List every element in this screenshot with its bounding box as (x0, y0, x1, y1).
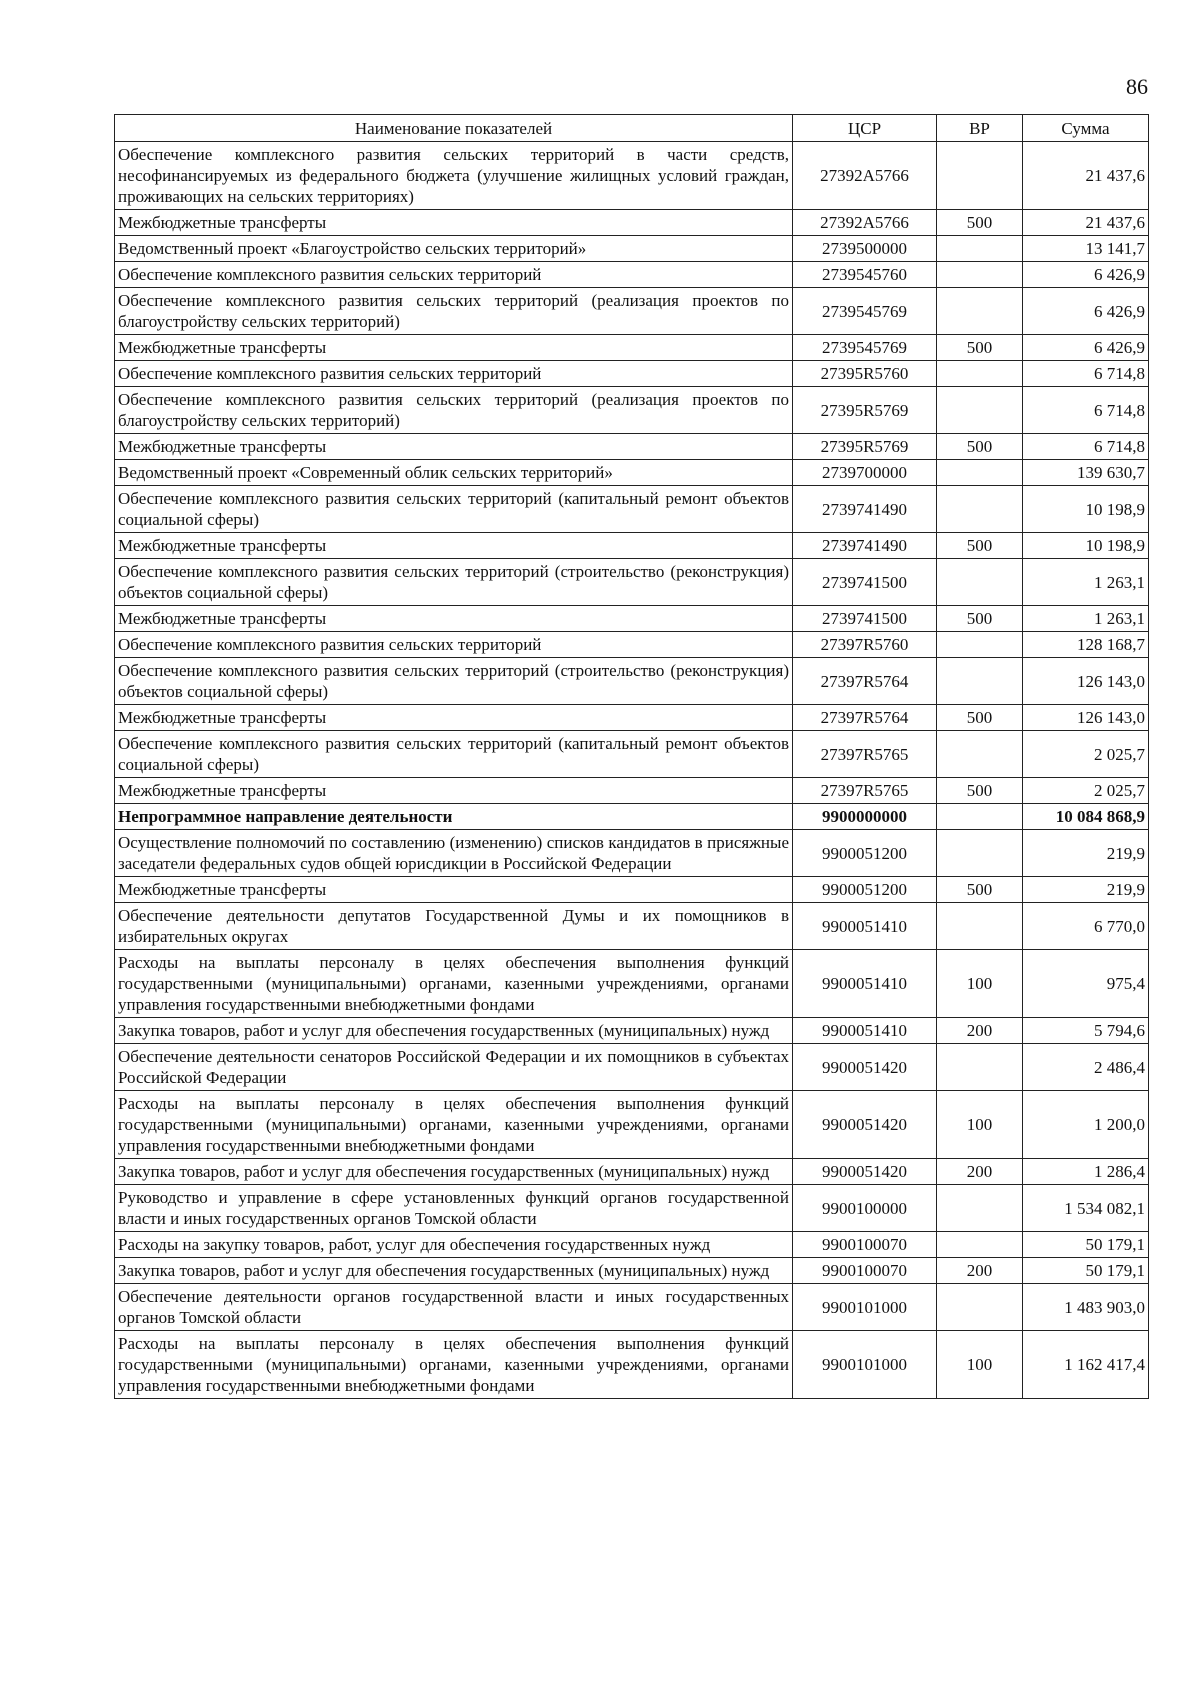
cell-name: Обеспечение деятельности депутатов Государственной Думы и их помощников в избирательных округах (115, 903, 793, 950)
cell-name: Обеспечение комплексного развития сельских территорий (реализация проектов по благоустройству сельских территорий) (115, 387, 793, 434)
cell-vr (937, 903, 1023, 950)
cell-vr (937, 731, 1023, 778)
cell-vr: 100 (937, 1331, 1023, 1399)
cell-name: Расходы на выплаты персоналу в целях обеспечения выполнения функций государственными (муниципальными) органами, казенными учреждениями, органами управления государственными внебюджетными фондами (115, 950, 793, 1018)
table-row (115, 434, 1149, 460)
cell-vr (937, 486, 1023, 533)
cell-csr: 27397R5764 (793, 705, 937, 731)
table-row (115, 804, 1149, 830)
cell-sum: 1 263,1 (1023, 606, 1149, 632)
cell-csr: 9900051200 (793, 877, 937, 903)
cell-name: Расходы на выплаты персоналу в целях обеспечения выполнения функций государственными (муниципальными) органами, казенными учреждениями, органами управления государственными внебюджетными фондами (115, 1091, 793, 1159)
table-row (115, 533, 1149, 559)
cell-vr: 100 (937, 950, 1023, 1018)
cell-name: Ведомственный проект «Благоустройство сельских территорий» (115, 236, 793, 262)
cell-csr: 9900100070 (793, 1258, 937, 1284)
cell-vr (937, 632, 1023, 658)
table-row (115, 210, 1149, 236)
cell-vr: 200 (937, 1159, 1023, 1185)
cell-vr (937, 1044, 1023, 1091)
cell-sum: 21 437,6 (1023, 142, 1149, 210)
header-sum: Сумма (1023, 115, 1149, 142)
cell-sum: 6 714,8 (1023, 387, 1149, 434)
cell-csr: 2739741500 (793, 559, 937, 606)
cell-vr: 500 (937, 210, 1023, 236)
cell-csr: 2739741490 (793, 533, 937, 559)
cell-vr (937, 1232, 1023, 1258)
cell-csr: 9900000000 (793, 804, 937, 830)
cell-vr: 500 (937, 533, 1023, 559)
cell-name: Межбюджетные трансферты (115, 705, 793, 731)
cell-name: Осуществление полномочий по составлению (изменению) списков кандидатов в присяжные заседатели федеральных судов общей юрисдикции в Российской Федерации (115, 830, 793, 877)
cell-sum: 126 143,0 (1023, 658, 1149, 705)
cell-csr: 9900051410 (793, 950, 937, 1018)
cell-csr: 27397R5760 (793, 632, 937, 658)
cell-name: Межбюджетные трансферты (115, 778, 793, 804)
cell-csr: 9900051200 (793, 830, 937, 877)
table-row (115, 486, 1149, 533)
cell-csr: 27397R5765 (793, 778, 937, 804)
table-row (115, 778, 1149, 804)
table-row (115, 731, 1149, 778)
cell-vr (937, 559, 1023, 606)
cell-name: Межбюджетные трансферты (115, 335, 793, 361)
table-row (115, 903, 1149, 950)
table-row (115, 1258, 1149, 1284)
cell-name: Межбюджетные трансферты (115, 877, 793, 903)
cell-name: Обеспечение комплексного развития сельских территорий в части средств, несофинансируемых из федерального бюджета (улучшение жилищных условий граждан, проживающих на сельских территориях) (115, 142, 793, 210)
cell-sum: 1 162 417,4 (1023, 1331, 1149, 1399)
cell-vr (937, 361, 1023, 387)
cell-name: Обеспечение комплексного развития сельских территорий (капитальный ремонт объектов социальной сферы) (115, 486, 793, 533)
cell-csr: 27395R5769 (793, 387, 937, 434)
cell-name: Обеспечение комплексного развития сельских территорий (115, 361, 793, 387)
table-row (115, 460, 1149, 486)
cell-sum: 50 179,1 (1023, 1232, 1149, 1258)
cell-csr: 27397R5765 (793, 731, 937, 778)
cell-name: Расходы на выплаты персоналу в целях обеспечения выполнения функций государственными (муниципальными) органами, казенными учреждениями, органами управления государственными внебюджетными фондами (115, 1331, 793, 1399)
table-row (115, 830, 1149, 877)
cell-csr: 27392А5766 (793, 142, 937, 210)
cell-name: Ведомственный проект «Современный облик сельских территорий» (115, 460, 793, 486)
cell-sum: 975,4 (1023, 950, 1149, 1018)
budget-table (114, 114, 1149, 1399)
cell-name: Закупка товаров, работ и услуг для обеспечения государственных (муниципальных) нужд (115, 1258, 793, 1284)
cell-csr: 2739700000 (793, 460, 937, 486)
table-row (115, 877, 1149, 903)
cell-sum: 1 534 082,1 (1023, 1185, 1149, 1232)
cell-sum: 1 483 903,0 (1023, 1284, 1149, 1331)
cell-vr (937, 142, 1023, 210)
cell-name: Обеспечение деятельности органов государственной власти и иных государственных органов Томской области (115, 1284, 793, 1331)
cell-vr (937, 804, 1023, 830)
cell-sum: 13 141,7 (1023, 236, 1149, 262)
cell-sum: 2 025,7 (1023, 778, 1149, 804)
cell-vr (937, 658, 1023, 705)
cell-vr: 500 (937, 778, 1023, 804)
cell-sum: 21 437,6 (1023, 210, 1149, 236)
cell-csr: 9900101000 (793, 1284, 937, 1331)
cell-name: Обеспечение комплексного развития сельских территорий (115, 262, 793, 288)
cell-name: Обеспечение комплексного развития сельских территорий (капитальный ремонт объектов социальной сферы) (115, 731, 793, 778)
cell-vr (937, 1284, 1023, 1331)
cell-sum: 139 630,7 (1023, 460, 1149, 486)
cell-name: Обеспечение комплексного развития сельских территорий (строительство (реконструкция) объектов социальной сферы) (115, 658, 793, 705)
cell-name: Обеспечение комплексного развития сельских территорий (строительство (реконструкция) объектов социальной сферы) (115, 559, 793, 606)
cell-vr: 500 (937, 335, 1023, 361)
cell-sum: 219,9 (1023, 830, 1149, 877)
cell-name: Обеспечение деятельности сенаторов Российской Федерации и их помощников в субъектах Российской Федерации (115, 1044, 793, 1091)
cell-csr: 9900101000 (793, 1331, 937, 1399)
cell-name: Обеспечение комплексного развития сельских территорий (115, 632, 793, 658)
cell-csr: 9900051410 (793, 1018, 937, 1044)
cell-sum: 50 179,1 (1023, 1258, 1149, 1284)
cell-name: Межбюджетные трансферты (115, 210, 793, 236)
cell-name: Закупка товаров, работ и услуг для обеспечения государственных (муниципальных) нужд (115, 1159, 793, 1185)
table-row (115, 361, 1149, 387)
table-row (115, 335, 1149, 361)
cell-sum: 1 200,0 (1023, 1091, 1149, 1159)
table-row (115, 559, 1149, 606)
cell-sum: 6 426,9 (1023, 288, 1149, 335)
cell-csr: 9900100070 (793, 1232, 937, 1258)
table-row (115, 262, 1149, 288)
cell-csr: 9900051420 (793, 1159, 937, 1185)
cell-csr: 27395R5769 (793, 434, 937, 460)
table-row (115, 1018, 1149, 1044)
cell-name: Непрограммное направление деятельности (115, 804, 793, 830)
cell-sum: 128 168,7 (1023, 632, 1149, 658)
cell-sum: 1 263,1 (1023, 559, 1149, 606)
cell-csr: 2739500000 (793, 236, 937, 262)
table-row (115, 1232, 1149, 1258)
table-row (115, 1331, 1149, 1399)
cell-csr: 9900100000 (793, 1185, 937, 1232)
table-row (115, 606, 1149, 632)
cell-csr: 27395R5760 (793, 361, 937, 387)
header-row (115, 115, 1149, 142)
cell-name: Межбюджетные трансферты (115, 533, 793, 559)
table-row (115, 1159, 1149, 1185)
cell-vr (937, 262, 1023, 288)
cell-name: Расходы на закупку товаров, работ, услуг для обеспечения государственных нужд (115, 1232, 793, 1258)
cell-vr (937, 288, 1023, 335)
table-row (115, 1185, 1149, 1232)
table-row (115, 658, 1149, 705)
page-number: 86 (1126, 74, 1148, 99)
table-body (115, 142, 1149, 1399)
cell-name: Межбюджетные трансферты (115, 434, 793, 460)
cell-vr (937, 1185, 1023, 1232)
cell-sum: 10 084 868,9 (1023, 804, 1149, 830)
cell-csr: 2739545769 (793, 288, 937, 335)
cell-sum: 6 770,0 (1023, 903, 1149, 950)
table-row (115, 632, 1149, 658)
cell-name: Закупка товаров, работ и услуг для обеспечения государственных (муниципальных) нужд (115, 1018, 793, 1044)
cell-csr: 27392А5766 (793, 210, 937, 236)
cell-sum: 10 198,9 (1023, 533, 1149, 559)
cell-vr (937, 387, 1023, 434)
table-header (115, 115, 1149, 142)
cell-vr: 200 (937, 1258, 1023, 1284)
cell-sum: 10 198,9 (1023, 486, 1149, 533)
cell-vr: 500 (937, 877, 1023, 903)
table-row (115, 1091, 1149, 1159)
cell-csr: 27397R5764 (793, 658, 937, 705)
cell-csr: 2739545760 (793, 262, 937, 288)
cell-csr: 2739741490 (793, 486, 937, 533)
cell-vr (937, 460, 1023, 486)
table-row (115, 236, 1149, 262)
table-row (115, 950, 1149, 1018)
cell-sum: 5 794,6 (1023, 1018, 1149, 1044)
cell-sum: 6 426,9 (1023, 335, 1149, 361)
cell-vr: 500 (937, 705, 1023, 731)
cell-sum: 6 426,9 (1023, 262, 1149, 288)
cell-sum: 219,9 (1023, 877, 1149, 903)
cell-csr: 9900051420 (793, 1044, 937, 1091)
cell-sum: 1 286,4 (1023, 1159, 1149, 1185)
cell-name: Межбюджетные трансферты (115, 606, 793, 632)
cell-vr: 500 (937, 606, 1023, 632)
cell-csr: 2739545769 (793, 335, 937, 361)
table-row (115, 705, 1149, 731)
cell-sum: 2 025,7 (1023, 731, 1149, 778)
table-row (115, 387, 1149, 434)
header-name: Наименование показателей (115, 115, 793, 142)
cell-csr: 2739741500 (793, 606, 937, 632)
cell-csr: 9900051410 (793, 903, 937, 950)
header-vr: ВР (937, 115, 1023, 142)
cell-vr (937, 236, 1023, 262)
cell-csr: 9900051420 (793, 1091, 937, 1159)
table-row (115, 1284, 1149, 1331)
table-row (115, 142, 1149, 210)
table-row (115, 288, 1149, 335)
header-csr: ЦСР (793, 115, 937, 142)
cell-vr: 500 (937, 434, 1023, 460)
cell-sum: 6 714,8 (1023, 361, 1149, 387)
cell-sum: 126 143,0 (1023, 705, 1149, 731)
cell-name: Руководство и управление в сфере установленных функций органов государственной власти и иных государственных органов Томской области (115, 1185, 793, 1232)
cell-vr (937, 830, 1023, 877)
cell-vr: 200 (937, 1018, 1023, 1044)
cell-sum: 2 486,4 (1023, 1044, 1149, 1091)
table-row (115, 1044, 1149, 1091)
cell-name: Обеспечение комплексного развития сельских территорий (реализация проектов по благоустройству сельских территорий) (115, 288, 793, 335)
cell-sum: 6 714,8 (1023, 434, 1149, 460)
cell-vr: 100 (937, 1091, 1023, 1159)
